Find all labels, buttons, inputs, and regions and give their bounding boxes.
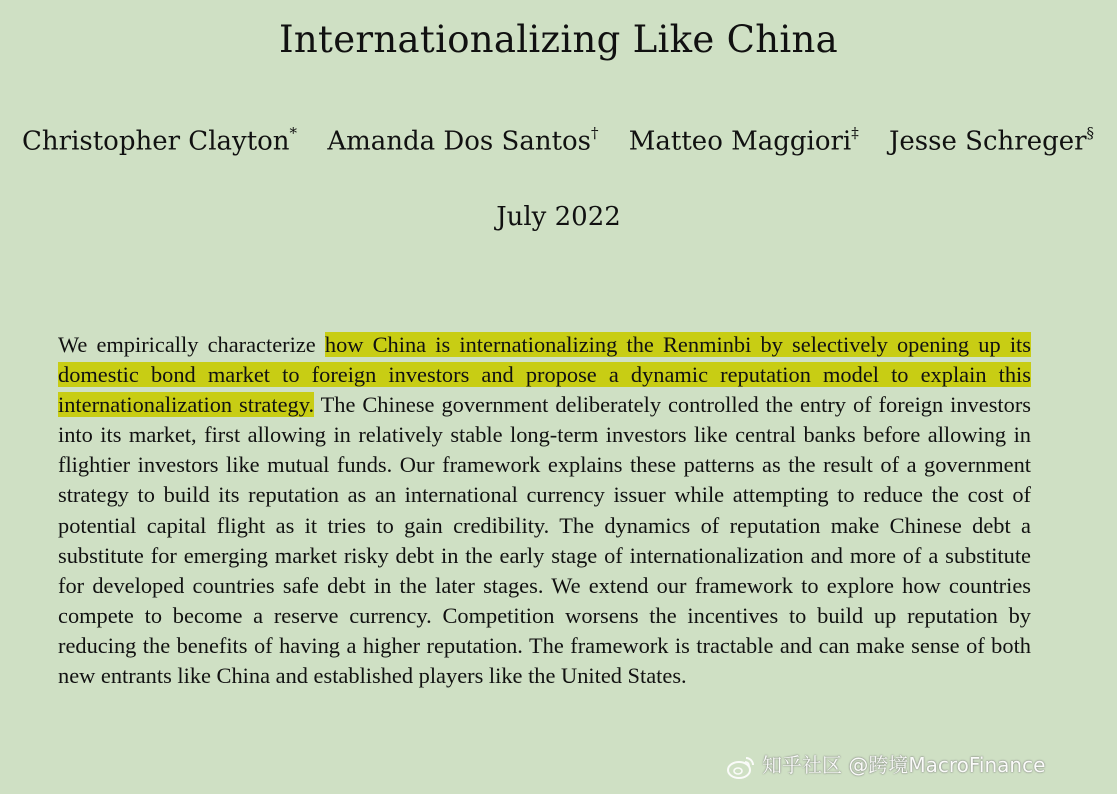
author-mark: ‡ [851,124,859,142]
weibo-icon [726,754,756,780]
author-name: Matteo Maggiori [628,126,852,157]
author-2 [327,126,598,157]
author-name: Jesse Schreger [889,126,1087,157]
abstract-highlight: how China is internationalizing the Renminbi by selectively opening up its domestic bond market to foreign investors and propose a dynamic reputation model to explain this internationalization strategy. [58,332,1031,418]
abstract [58,330,1031,691]
watermark-text: 知乎社区 @跨境MacroFinance [762,753,1046,777]
author-mark: * [289,124,298,142]
author-4 [889,126,1094,157]
abstract-body: The Chinese government deliberately controlled the entry of foreign investors into its market, first allowing in relatively stable long-term investors like central banks before allowing in flightier investors like mutual funds. Our framework explains these patterns as the result of a government strategy to build its reputation as an international currency issuer while attempting to reduce the cost of potential capital flight as it tries to gain credibility. The dynamics of reputation make Chinese debt a substitute for emerging market risky debt in the early stage of internationalization and more of a substitute for developed countries safe debt in the later stages. We extend our framework to explore how countries compete to become a reserve currency. Competition worsens the incentives to build up reputation by reducing the benefits of having a higher reputation. The framework is tractable and can make sense of both new entrants like China and established players like the United States. [58,392,1031,689]
abstract-lead: We empirically characterize [58,332,325,357]
author-mark: † [591,124,599,142]
watermark [726,749,1045,780]
paper-title: Internationalizing Like China [279,18,838,61]
paper-date: July 2022 [496,202,621,232]
author-name: Christopher Clayton [22,126,290,157]
author-1 [22,126,297,157]
author-name: Amanda Dos Santos [327,126,592,157]
author-list [22,126,1102,157]
author-mark: § [1086,124,1095,142]
author-3 [629,126,859,157]
